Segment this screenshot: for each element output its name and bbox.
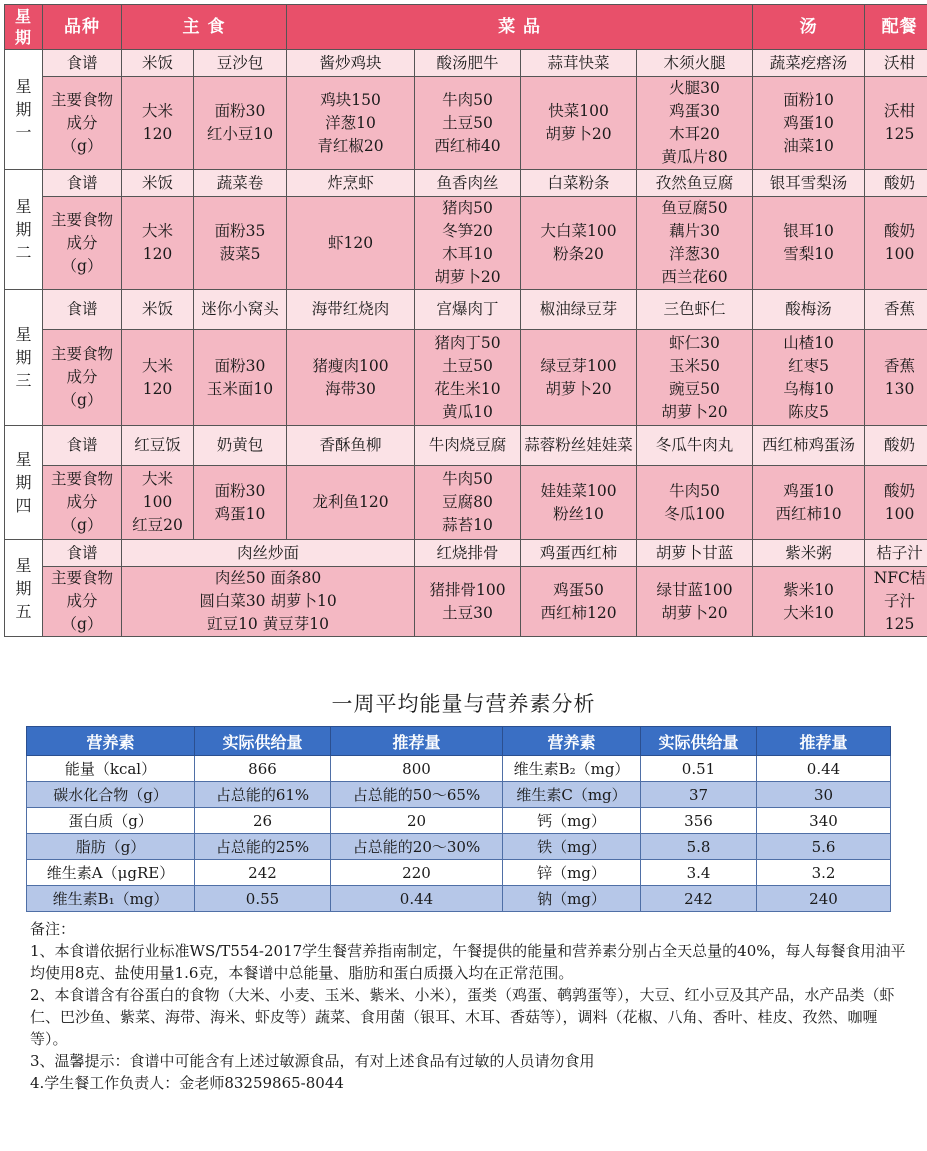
nutrition-row — [27, 782, 891, 808]
note-item: 4.学生餐工作负责人：金老师83259865-8044 — [30, 1074, 344, 1092]
composition-label: 主要食物成分（g） — [43, 77, 122, 170]
nutrition-cell: 5.6 — [757, 834, 891, 860]
nutrition-row — [27, 808, 891, 834]
nutrition-header: 实际供给量 — [641, 727, 757, 756]
nutrition-row — [27, 756, 891, 782]
menu-composition-row — [5, 77, 927, 170]
nutrition-cell: 30 — [757, 782, 891, 808]
dish-composition: 银耳10 雪梨10 — [753, 197, 865, 290]
dish-name: 酸奶 — [865, 426, 927, 466]
nutrition-cell: 占总能的25% — [195, 834, 331, 860]
dish-name: 蔬菜卷 — [194, 170, 287, 197]
day-label: 星期一 — [5, 50, 43, 170]
dish-composition: 大白菜100 粉条20 — [521, 197, 637, 290]
dish-name: 紫米粥 — [753, 540, 865, 567]
dish-composition: 猪肉丁50 土豆50 花生米10 黄瓜10 — [415, 330, 521, 426]
header-dishes: 菜 品 — [287, 5, 753, 50]
dish-composition: 大米 120 — [122, 197, 194, 290]
dish-name: 豆沙包 — [194, 50, 287, 77]
dish-composition: 绿豆芽100 胡萝卜20 — [521, 330, 637, 426]
header-side: 配餐 — [865, 5, 927, 50]
dish-name: 肉丝炒面 — [122, 540, 415, 567]
dish-name: 宫爆肉丁 — [415, 290, 521, 330]
nutrition-cell: 维生素B₁（mg） — [27, 886, 195, 912]
nutrition-cell: 240 — [757, 886, 891, 912]
dish-composition: 猪肉50 冬笋20 木耳10 胡萝卜20 — [415, 197, 521, 290]
nutrition-header: 推荐量 — [757, 727, 891, 756]
dish-composition: 面粉30 鸡蛋10 — [194, 466, 287, 540]
dish-composition: 鱼豆腐50 藕片30 洋葱30 西兰花60 — [637, 197, 753, 290]
nutrition-cell: 占总能的61% — [195, 782, 331, 808]
nutrition-cell: 0.44 — [331, 886, 503, 912]
composition-label: 主要食物成分（g） — [43, 330, 122, 426]
day-label: 星期四 — [5, 426, 43, 540]
nutrition-cell: 866 — [195, 756, 331, 782]
nutrition-cell: 蛋白质（g） — [27, 808, 195, 834]
dish-composition: 绿甘蓝100 胡萝卜20 — [637, 567, 753, 637]
dish-composition: 虾仁30 玉米50 豌豆50 胡萝卜20 — [637, 330, 753, 426]
note-item: 2、本食谱含有谷蛋白的食物（大米、小麦、玉米、紫米、小米），蛋类（鸡蛋、鹌鹑蛋等），大豆、红小豆及其产品，水产品类（虾仁、巴沙鱼、紫菜、海带、海米、虾皮等）蔬菜、食用菌（银耳、木耳、香菇等），调料（花椒、八角、香叶、桂皮、孜然、咖喱等）。 — [30, 986, 895, 1048]
nutrition-cell: 0.44 — [757, 756, 891, 782]
dish-name: 木须火腿 — [637, 50, 753, 77]
dish-name: 红豆饭 — [122, 426, 194, 466]
notes-heading: 备注： — [30, 920, 76, 938]
composition-label: 主要食物成分（g） — [43, 466, 122, 540]
nutrition-cell: 3.4 — [641, 860, 757, 886]
dish-name: 酸汤肥牛 — [415, 50, 521, 77]
dish-name: 三色虾仁 — [637, 290, 753, 330]
header-staple: 主 食 — [122, 5, 287, 50]
dish-composition: 快菜100 胡萝卜20 — [521, 77, 637, 170]
nutrition-cell: 碳水化合物（g） — [27, 782, 195, 808]
menu-composition-row — [5, 567, 927, 637]
dish-composition: 大米 120 — [122, 77, 194, 170]
menu-composition-row — [5, 466, 927, 540]
dish-name: 迷你小窝头 — [194, 290, 287, 330]
menu-recipe-row — [5, 50, 927, 77]
menu-composition-row — [5, 197, 927, 290]
menu-recipe-row — [5, 540, 927, 567]
dish-composition: 牛肉50 冬瓜100 — [637, 466, 753, 540]
nutrition-cell: 占总能的50～65% — [331, 782, 503, 808]
nutrition-header-row — [27, 727, 891, 756]
nutrition-cell: 钠（mg） — [503, 886, 641, 912]
nutrition-cell: 能量（kcal） — [27, 756, 195, 782]
nutrition-cell: 242 — [195, 860, 331, 886]
menu-recipe-row — [5, 426, 927, 466]
nutrition-cell: 0.55 — [195, 886, 331, 912]
header-type: 品种 — [43, 5, 122, 50]
recipe-label: 食谱 — [43, 426, 122, 466]
dish-name: 牛肉烧豆腐 — [415, 426, 521, 466]
nutrition-header: 营养素 — [503, 727, 641, 756]
nutrition-cell: 0.51 — [641, 756, 757, 782]
nutrition-row — [27, 860, 891, 886]
nutrition-header: 推荐量 — [331, 727, 503, 756]
note-item: 1、本食谱依据行业标准WS/T554-2017学生餐营养指南制定，午餐提供的能量和营养素分别占全天总量的40%，每人每餐食用油平均使用8克、盐使用量1.6克，本餐谱中总能量、脂肪和蛋白质摄入均在正常范围。 — [30, 942, 906, 982]
dish-name: 胡萝卜甘蓝 — [637, 540, 753, 567]
dish-composition: 猪瘦肉100 海带30 — [287, 330, 415, 426]
dish-composition: 猪排骨100 土豆30 — [415, 567, 521, 637]
recipe-label: 食谱 — [43, 540, 122, 567]
dish-composition: 面粉30 红小豆10 — [194, 77, 287, 170]
dish-composition: 酸奶 100 — [865, 466, 927, 540]
composition-label: 主要食物成分（g） — [43, 567, 122, 637]
dish-name: 鱼香肉丝 — [415, 170, 521, 197]
dish-composition: 娃娃菜100 粉丝10 — [521, 466, 637, 540]
dish-name: 香蕉 — [865, 290, 927, 330]
dish-composition: 大米 100 红豆20 — [122, 466, 194, 540]
nutrition-title: 一周平均能量与营养素分析 — [331, 692, 596, 716]
nutrition-header: 实际供给量 — [195, 727, 331, 756]
dish-name: 奶黄包 — [194, 426, 287, 466]
dish-name: 红烧排骨 — [415, 540, 521, 567]
dish-name: 米饭 — [122, 290, 194, 330]
nutrition-header: 营养素 — [27, 727, 195, 756]
dish-composition: 面粉35 菠菜5 — [194, 197, 287, 290]
nutrition-cell: 220 — [331, 860, 503, 886]
dish-name: 鸡蛋西红柿 — [521, 540, 637, 567]
dish-name: 米饭 — [122, 170, 194, 197]
dish-composition: 沃柑 125 — [865, 77, 927, 170]
menu-recipe-row — [5, 290, 927, 330]
dish-composition: 牛肉50 豆腐80 蒜苔10 — [415, 466, 521, 540]
dish-name: 孜然鱼豆腐 — [637, 170, 753, 197]
dish-name: 酸梅汤 — [753, 290, 865, 330]
dish-name: 香酥鱼柳 — [287, 426, 415, 466]
notes-section — [30, 918, 910, 1094]
dish-composition: 香蕉 130 — [865, 330, 927, 426]
dish-name: 白菜粉条 — [521, 170, 637, 197]
nutrition-cell: 340 — [757, 808, 891, 834]
dish-name: 蔬菜疙瘩汤 — [753, 50, 865, 77]
dish-name: 银耳雪梨汤 — [753, 170, 865, 197]
nutrition-row — [27, 886, 891, 912]
menu-header-row — [5, 5, 927, 50]
dish-composition: 鸡蛋50 西红柿120 — [521, 567, 637, 637]
nutrition-cell: 242 — [641, 886, 757, 912]
dish-name: 米饭 — [122, 50, 194, 77]
dish-name: 蒜蓉粉丝娃娃菜 — [521, 426, 637, 466]
dish-composition: 火腿30 鸡蛋30 木耳20 黄瓜片80 — [637, 77, 753, 170]
nutrition-cell: 356 — [641, 808, 757, 834]
nutrition-cell: 钙（mg） — [503, 808, 641, 834]
dish-name: 桔子汁 — [865, 540, 927, 567]
dish-composition: 大米 120 — [122, 330, 194, 426]
composition-label: 主要食物成分（g） — [43, 197, 122, 290]
nutrition-cell: 20 — [331, 808, 503, 834]
nutrition-cell: 占总能的20～30% — [331, 834, 503, 860]
dish-name: 海带红烧肉 — [287, 290, 415, 330]
recipe-label: 食谱 — [43, 170, 122, 197]
dish-composition: 鸡块150 洋葱10 青红椒20 — [287, 77, 415, 170]
weekly-menu-table — [4, 4, 927, 637]
nutrition-cell: 5.8 — [641, 834, 757, 860]
menu-recipe-row — [5, 170, 927, 197]
dish-name: 炸烹虾 — [287, 170, 415, 197]
menu-composition-row — [5, 330, 927, 426]
nutrition-cell: 锌（mg） — [503, 860, 641, 886]
nutrition-cell: 铁（mg） — [503, 834, 641, 860]
recipe-label: 食谱 — [43, 50, 122, 77]
dish-name: 冬瓜牛肉丸 — [637, 426, 753, 466]
dish-composition: 紫米10 大米10 — [753, 567, 865, 637]
dish-composition: 面粉30 玉米面10 — [194, 330, 287, 426]
day-label: 星期五 — [5, 540, 43, 637]
dish-composition: 肉丝50 面条80 圆白菜30 胡萝卜10 豇豆10 黄豆芽10 — [122, 567, 415, 637]
nutrition-cell: 3.2 — [757, 860, 891, 886]
nutrition-cell: 脂肪（g） — [27, 834, 195, 860]
nutrition-cell: 维生素A（μgRE） — [27, 860, 195, 886]
nutrition-cell: 800 — [331, 756, 503, 782]
dish-name: 酱炒鸡块 — [287, 50, 415, 77]
nutrition-table — [26, 726, 891, 912]
dish-composition: 山楂10 红枣5 乌梅10 陈皮5 — [753, 330, 865, 426]
nutrition-cell: 26 — [195, 808, 331, 834]
nutrition-cell: 维生素B₂（mg） — [503, 756, 641, 782]
dish-composition: 龙利鱼120 — [287, 466, 415, 540]
dish-name: 沃柑 — [865, 50, 927, 77]
recipe-label: 食谱 — [43, 290, 122, 330]
day-label: 星期三 — [5, 290, 43, 426]
dish-name: 椒油绿豆芽 — [521, 290, 637, 330]
header-soup: 汤 — [753, 5, 865, 50]
note-item: 3、温馨提示：食谱中可能含有上述过敏源食品，有对上述食品有过敏的人员请勿食用 — [30, 1052, 595, 1070]
nutrition-cell: 37 — [641, 782, 757, 808]
header-day: 星期 — [5, 5, 43, 50]
dish-name: 酸奶 — [865, 170, 927, 197]
dish-composition: 牛肉50 土豆50 西红柿40 — [415, 77, 521, 170]
dish-composition: 酸奶 100 — [865, 197, 927, 290]
dish-composition: 虾120 — [287, 197, 415, 290]
dish-composition: NFC桔 子汁 125 — [865, 567, 927, 637]
nutrition-cell: 维生素C（mg） — [503, 782, 641, 808]
dish-name: 西红柿鸡蛋汤 — [753, 426, 865, 466]
day-label: 星期二 — [5, 170, 43, 290]
dish-composition: 鸡蛋10 西红柿10 — [753, 466, 865, 540]
dish-composition: 面粉10 鸡蛋10 油菜10 — [753, 77, 865, 170]
dish-name: 蒜茸快菜 — [521, 50, 637, 77]
nutrition-row — [27, 834, 891, 860]
